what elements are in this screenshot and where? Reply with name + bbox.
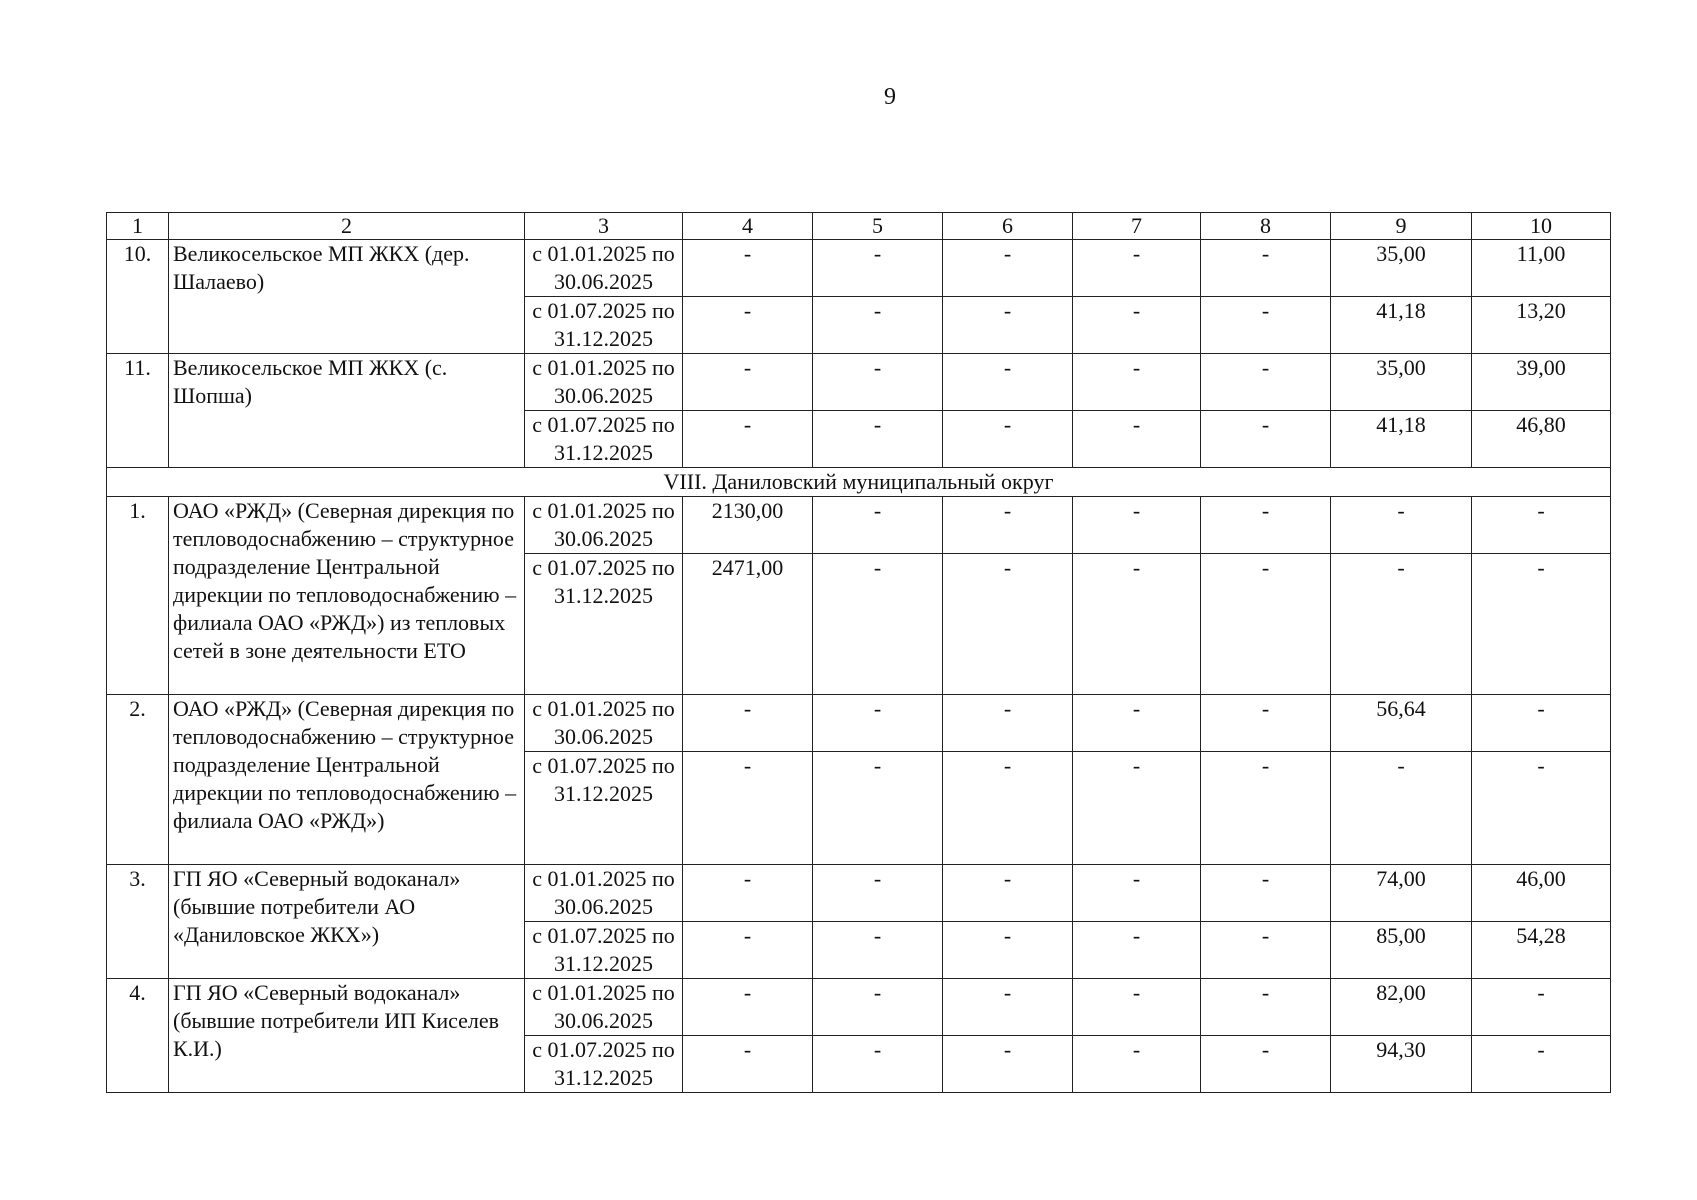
value-cell: 39,00	[1472, 354, 1611, 411]
value-cell: -	[813, 695, 943, 752]
value-cell: -	[1073, 240, 1201, 297]
value-cell: -	[1472, 752, 1611, 865]
table-row	[107, 354, 1611, 411]
value-cell: 2130,00	[683, 497, 813, 554]
period-cell: с 01.07.2025 по 31.12.2025	[525, 752, 683, 865]
value-cell: -	[813, 1036, 943, 1093]
value-cell: -	[1201, 497, 1331, 554]
column-number: 7	[1073, 213, 1201, 240]
value-cell: -	[813, 865, 943, 922]
value-cell: -	[683, 240, 813, 297]
value-cell: -	[1073, 354, 1201, 411]
value-cell: 54,28	[1472, 922, 1611, 979]
value-cell: -	[1201, 922, 1331, 979]
tariff-table-body	[107, 213, 1611, 1093]
period-cell: с 01.07.2025 по 31.12.2025	[525, 1036, 683, 1093]
period-cell: с 01.01.2025 по 30.06.2025	[525, 979, 683, 1036]
row-number: 2.	[107, 695, 169, 865]
value-cell: -	[683, 297, 813, 354]
value-cell: -	[1073, 411, 1201, 468]
table-row	[107, 865, 1611, 922]
row-number: 1.	[107, 497, 169, 695]
value-cell: -	[1201, 1036, 1331, 1093]
value-cell: 74,00	[1331, 865, 1472, 922]
row-number: 4.	[107, 979, 169, 1093]
value-cell: -	[943, 979, 1073, 1036]
value-cell: -	[1201, 979, 1331, 1036]
column-number: 5	[813, 213, 943, 240]
value-cell: -	[1073, 497, 1201, 554]
value-cell: -	[1073, 922, 1201, 979]
value-cell: 35,00	[1331, 240, 1472, 297]
value-cell: -	[813, 922, 943, 979]
value-cell: -	[943, 354, 1073, 411]
value-cell: -	[683, 752, 813, 865]
value-cell: -	[1073, 865, 1201, 922]
value-cell: -	[1073, 695, 1201, 752]
column-number: 8	[1201, 213, 1331, 240]
value-cell: -	[943, 297, 1073, 354]
value-cell: 11,00	[1472, 240, 1611, 297]
value-cell: -	[683, 1036, 813, 1093]
period-cell: с 01.07.2025 по 31.12.2025	[525, 411, 683, 468]
value-cell: -	[1201, 240, 1331, 297]
period-cell: с 01.01.2025 по 30.06.2025	[525, 695, 683, 752]
organization-name: Великосельское МП ЖКХ (с. Шопша)	[169, 354, 525, 468]
value-cell: -	[1073, 979, 1201, 1036]
value-cell: -	[943, 554, 1073, 695]
value-cell: -	[1201, 752, 1331, 865]
value-cell: -	[1472, 979, 1611, 1036]
organization-name: ОАО «РЖД» (Северная дирекция по тепловодоснабжению – структурное подразделение Центральной дирекции по тепловодоснабжению – филиала ОАО «РЖД»)	[169, 695, 525, 865]
page-number: 9	[884, 84, 896, 110]
organization-name: ОАО «РЖД» (Северная дирекция по тепловодоснабжению – структурное подразделение Центральной дирекции по тепловодоснабжению – филиала ОАО «РЖД») из тепловых сетей в зоне деятельности ЕТО	[169, 497, 525, 695]
period-cell: с 01.01.2025 по 30.06.2025	[525, 497, 683, 554]
value-cell: -	[1201, 695, 1331, 752]
value-cell: -	[943, 411, 1073, 468]
value-cell: 41,18	[1331, 411, 1472, 468]
value-cell: -	[683, 695, 813, 752]
value-cell: 13,20	[1472, 297, 1611, 354]
value-cell: 46,00	[1472, 865, 1611, 922]
row-number: 3.	[107, 865, 169, 979]
section-title: VIII. Даниловский муниципальный округ	[107, 468, 1611, 497]
value-cell: -	[1331, 497, 1472, 554]
period-cell: с 01.01.2025 по 30.06.2025	[525, 354, 683, 411]
organization-name: Великосельское МП ЖКХ (дер. Шалаево)	[169, 240, 525, 354]
value-cell: -	[1201, 865, 1331, 922]
value-cell: -	[1331, 554, 1472, 695]
row-number: 10.	[107, 240, 169, 354]
section-row	[107, 468, 1611, 497]
organization-name: ГП ЯО «Северный водоканал» (бывшие потребители ИП Киселев К.И.)	[169, 979, 525, 1093]
value-cell: -	[1472, 695, 1611, 752]
column-number: 6	[943, 213, 1073, 240]
value-cell: 85,00	[1331, 922, 1472, 979]
value-cell: -	[813, 554, 943, 695]
table-row	[107, 497, 1611, 554]
value-cell: 35,00	[1331, 354, 1472, 411]
value-cell: -	[1073, 752, 1201, 865]
column-number: 3	[525, 213, 683, 240]
period-cell: с 01.01.2025 по 30.06.2025	[525, 865, 683, 922]
table-row	[107, 979, 1611, 1036]
value-cell: -	[943, 240, 1073, 297]
value-cell: -	[1331, 752, 1472, 865]
value-cell: -	[1201, 354, 1331, 411]
value-cell: -	[813, 979, 943, 1036]
value-cell: 94,30	[1331, 1036, 1472, 1093]
tariff-table	[106, 212, 1611, 1093]
value-cell: -	[943, 752, 1073, 865]
column-number: 4	[683, 213, 813, 240]
value-cell: 56,64	[1331, 695, 1472, 752]
value-cell: -	[1472, 1036, 1611, 1093]
value-cell: -	[943, 1036, 1073, 1093]
column-number: 2	[169, 213, 525, 240]
value-cell: -	[1073, 554, 1201, 695]
value-cell: -	[813, 297, 943, 354]
value-cell: -	[1472, 497, 1611, 554]
column-number: 10	[1472, 213, 1611, 240]
column-number: 9	[1331, 213, 1472, 240]
value-cell: -	[943, 922, 1073, 979]
table-row	[107, 240, 1611, 297]
value-cell: -	[683, 411, 813, 468]
value-cell: -	[813, 240, 943, 297]
value-cell: -	[943, 865, 1073, 922]
value-cell: -	[1472, 554, 1611, 695]
value-cell: -	[943, 695, 1073, 752]
period-cell: с 01.07.2025 по 31.12.2025	[525, 554, 683, 695]
period-cell: с 01.07.2025 по 31.12.2025	[525, 922, 683, 979]
period-cell: с 01.07.2025 по 31.12.2025	[525, 297, 683, 354]
value-cell: -	[943, 497, 1073, 554]
value-cell: -	[683, 354, 813, 411]
value-cell: -	[683, 922, 813, 979]
value-cell: -	[1201, 411, 1331, 468]
value-cell: -	[813, 411, 943, 468]
value-cell: -	[683, 979, 813, 1036]
column-number-row	[107, 213, 1611, 240]
value-cell: -	[1201, 297, 1331, 354]
row-number: 11.	[107, 354, 169, 468]
value-cell: -	[1073, 1036, 1201, 1093]
value-cell: 46,80	[1472, 411, 1611, 468]
value-cell: 41,18	[1331, 297, 1472, 354]
value-cell: -	[683, 865, 813, 922]
value-cell: -	[813, 497, 943, 554]
value-cell: -	[1201, 554, 1331, 695]
value-cell: 2471,00	[683, 554, 813, 695]
value-cell: -	[813, 752, 943, 865]
column-number: 1	[107, 213, 169, 240]
value-cell: -	[1073, 297, 1201, 354]
value-cell: -	[813, 354, 943, 411]
period-cell: с 01.01.2025 по 30.06.2025	[525, 240, 683, 297]
value-cell: 82,00	[1331, 979, 1472, 1036]
organization-name: ГП ЯО «Северный водоканал» (бывшие потребители АО «Даниловское ЖКХ»)	[169, 865, 525, 979]
table-row	[107, 695, 1611, 752]
